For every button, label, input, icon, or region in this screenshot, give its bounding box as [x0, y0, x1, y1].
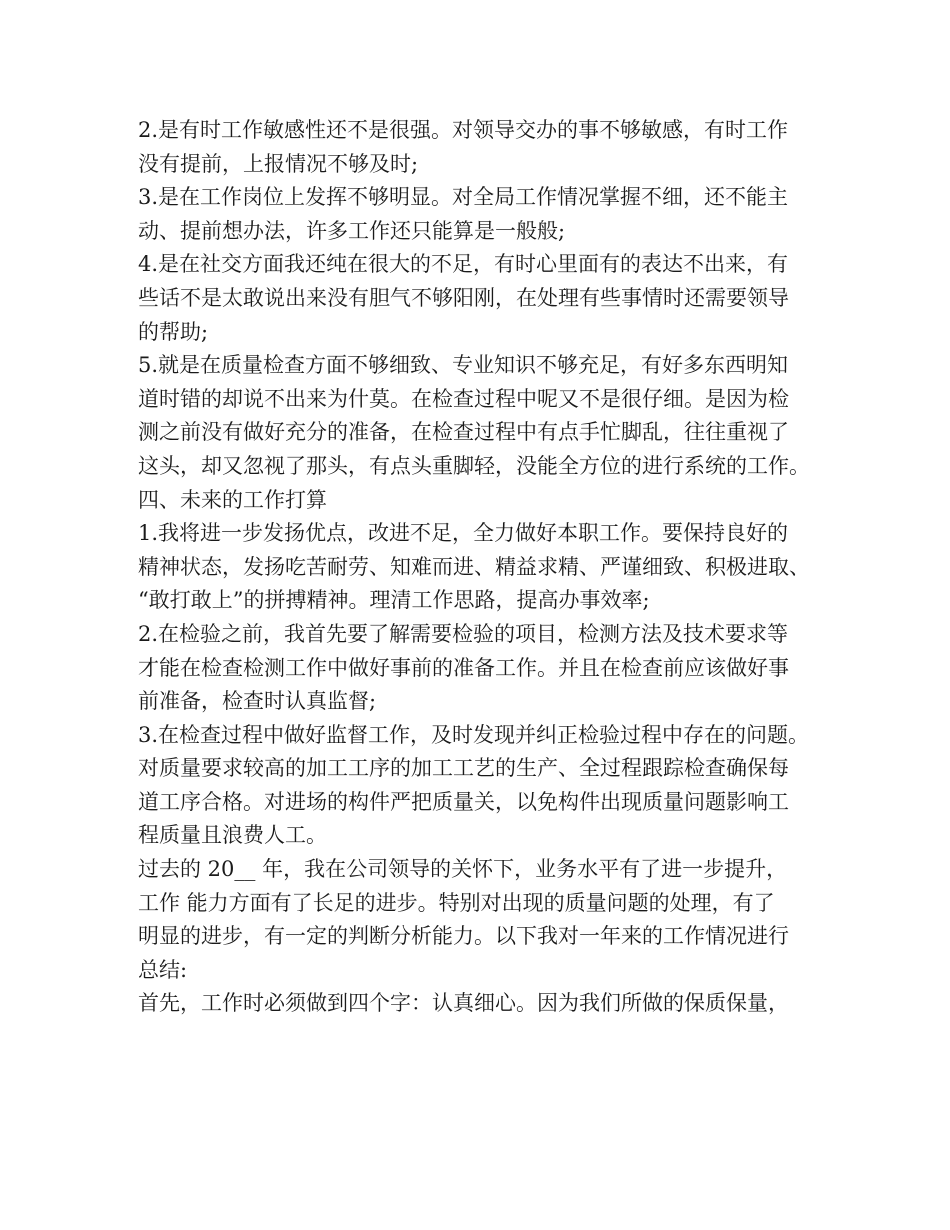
- document-body: [138, 114, 828, 1021]
- text-line: 道时错的却说不出来为什莫。在检查过程中呢又不是很仔细。是因为检: [138, 386, 789, 411]
- text-line: 3.是在工作岗位上发挥不够明显。对全局工作情况掌握不细，还不能主: [138, 185, 789, 210]
- text-line: 前准备，检查时认真监督;: [138, 689, 377, 714]
- text-line: 2.在检验之前，我首先要了解需要检验的项目，检测方法及技术要求等: [138, 621, 789, 646]
- text-line: 些话不是太敢说出来没有胆气不够阳刚，在处理有些事情时还需要领导: [138, 285, 789, 310]
- text-line: 过去的 20__ 年，我在公司领导的关怀下，业务水平有了进一步提升，: [138, 857, 788, 882]
- text-line: 没有提前，上报情况不够及时;: [138, 151, 419, 176]
- text-line: 5.就是在质量检查方面不够细致、专业知识不够充足，有好多东西明知: [138, 353, 789, 378]
- text-line: 工作 能力方面有了长足的进步。特别对出现的质量问题的处理，有了: [138, 890, 775, 915]
- text-line: 精神状态，发扬吃苦耐劳、知难而进、精益求精、严谨细致、积极进取、: [138, 554, 810, 579]
- text-line: 道工序合格。对进场的构件严把质量关，以免构件出现质量问题影响工: [138, 789, 789, 814]
- text-line: 1.我将进一步发扬优点，改进不足，全力做好本职工作。要保持良好的: [138, 521, 789, 546]
- text-line: 的帮助;: [138, 319, 209, 344]
- text-line: 程质量且浪费人工。: [138, 823, 327, 848]
- section-heading: 四、未来的工作打算: [138, 487, 327, 512]
- text-line: 才能在检查检测工作中做好事前的准备工作。并且在检查前应该做好事: [138, 655, 789, 680]
- text-line: “敢打敢上”的拼搏精神。理清工作思路，提高办事效率;: [138, 588, 650, 613]
- text-line: 首先，工作时必须做到四个字：认真细心。因为我们所做的保质保量，: [138, 991, 789, 1016]
- text-line: 这头，却又忽视了那头，有点头重脚轻，没能全方位的进行系统的工作。: [138, 453, 810, 478]
- text-line: 总结:: [138, 957, 188, 982]
- text-line: 动、提前想办法，许多工作还只能算是一般般;: [138, 218, 566, 243]
- text-line: 测之前没有做好充分的准备，在检查过程中有点手忙脚乱，往往重视了: [138, 420, 789, 445]
- text-line: 2.是有时工作敏感性还不是很强。对领导交办的事不够敏感，有时工作: [138, 118, 789, 142]
- text-line: 明显的进步，有一定的判断分析能力。以下我对一年来的工作情况进行: [138, 924, 789, 949]
- text-line: 3.在检查过程中做好监督工作，及时发现并纠正检验过程中存在的问题。: [138, 722, 810, 747]
- text-line: 4.是在社交方面我还纯在很大的不足，有时心里面有的表达不出来，有: [138, 252, 789, 277]
- text-line: 对质量要求较高的加工工序的加工工艺的生产、全过程跟踪检查确保每: [138, 756, 789, 781]
